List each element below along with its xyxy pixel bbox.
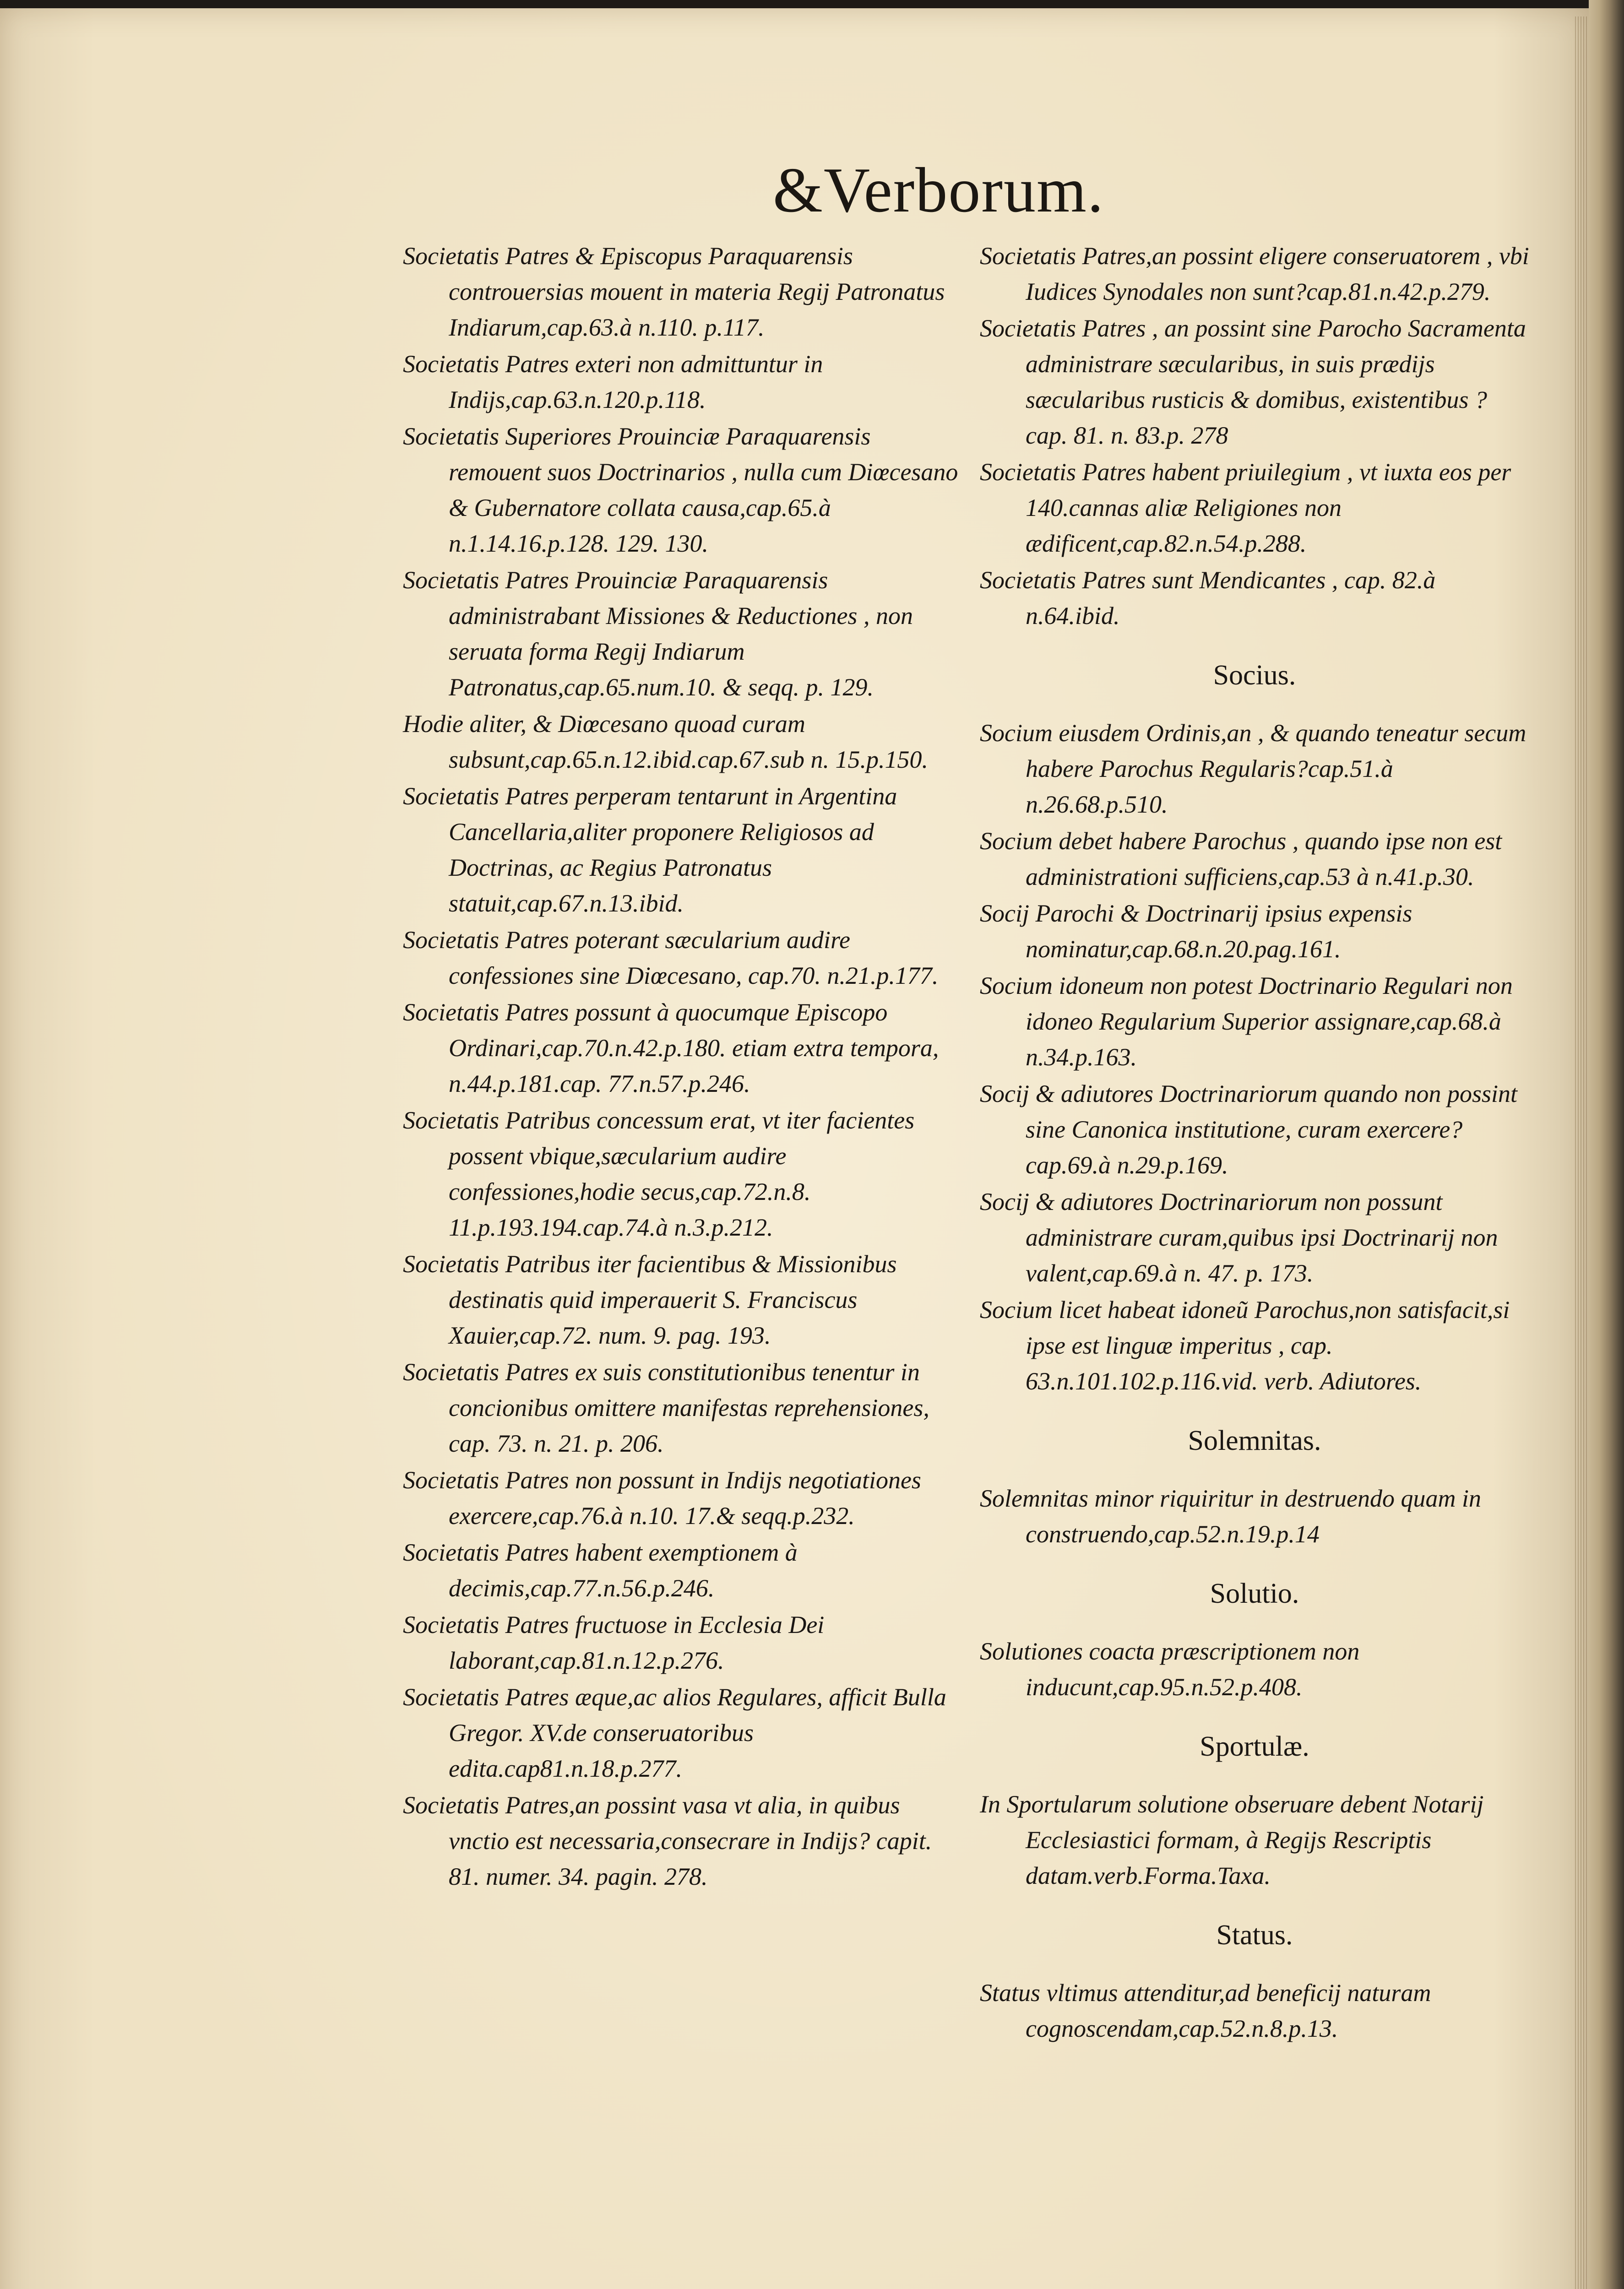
index-entry: Societatis Patres , an possint sine Parocho Sacramenta administrare sæcularibus, in suis prædijs sæcularibus rusticis & domibus, existentibus ? cap. 81. n. 83.p. 278	[980, 315, 1526, 449]
index-entry: Societatis Superiores Prouinciæ Paraquarensis remouent suos Doctrinarios , nulla cum Diœcesano & Gubernatore collata causa,cap.65.à n.1.14.16.p.128. 129. 130.	[403, 423, 958, 557]
section-heading-solutio: Solutio.	[1210, 1578, 1299, 1609]
section-heading-solemnitas: Solemnitas.	[1188, 1425, 1321, 1456]
index-entry: Societatis Patres ex suis constitutionibus tenentur in concionibus omittere manifestas reprehensiones, cap. 73. n. 21. p. 206.	[403, 1358, 929, 1457]
index-entry: Societatis Patres fructuose in Ecclesia Dei laborant,cap.81.n.12.p.276.	[403, 1611, 825, 1674]
index-entry: Societatis Patres æque,ac alios Regulares, afficit Bulla Gregor. XV.de conseruatoribus edita.cap81.n.18.p.277.	[403, 1683, 946, 1782]
index-entry: Societatis Patres habent priuilegium , vt iuxta eos per 140.cannas aliæ Religiones non ædificent,cap.82.n.54.p.288.	[980, 458, 1511, 557]
index-entry: Solemnitas minor riquiritur in destruendo quam in construendo,cap.52.n.19.p.14	[980, 1485, 1482, 1548]
left-column	[403, 238, 961, 1895]
index-entry: Societatis Patres habent exemptionem à decimis,cap.77.n.56.p.246.	[403, 1539, 798, 1602]
index-entry: Societatis Patribus iter facientibus & Missionibus destinatis quid imperauerit S. Franciscus Xauier,cap.72. num. 9. pag. 193.	[403, 1250, 897, 1349]
index-entry: Socium licet habeat idoneũ Parochus,non satisfacit,si ipse est linguæ imperitus , cap. 63.n.101.102.p.116.vid. verb. Adiutores.	[980, 1296, 1510, 1395]
index-entry: Socium idoneum non potest Doctrinario Regulari non idoneo Regularium Superior assignare,cap.68.à n.34.p.163.	[980, 972, 1513, 1071]
index-entry: Socij & adiutores Doctrinariorum non possunt administrare curam,quibus ipsi Doctrinarij non valent,cap.69.à n. 47. p. 173.	[980, 1188, 1498, 1287]
section-heading-status: Status.	[1216, 1920, 1293, 1951]
index-entry: In Sportularum solutione obseruare debent Notarij Ecclesiastici formam, à Regijs Rescriptis datam.verb.Forma.Taxa.	[980, 1790, 1484, 1889]
index-entry: Societatis Patres exteri non admittuntur in Indijs,cap.63.n.120.p.118.	[403, 350, 823, 413]
section-heading-socius: Socius.	[1213, 660, 1296, 691]
index-entry: Socij Parochi & Doctrinarij ipsius expensis nominatur,cap.68.n.20.pag.161.	[980, 900, 1412, 963]
index-entry: Societatis Patres Prouinciæ Paraquarensis administrabant Missiones & Reductiones , non seruata forma Regij Indiarum Patronatus,cap.65.num.10. & seqq. p. 129.	[403, 566, 913, 701]
index-entry: Societatis Patres non possunt in Indijs negotiationes exercere,cap.76.à n.10. 17.& seqq.p.232.	[403, 1466, 921, 1530]
section-heading-sportulae: Sportulæ.	[1200, 1731, 1309, 1762]
index-entry: Societatis Patres poterant sæcularium audire confessiones sine Diœcesano, cap.70. n.21.p.177.	[403, 926, 939, 989]
index-entry: Status vltimus attenditur,ad beneficij naturam cognoscendam,cap.52.n.8.p.13.	[980, 1979, 1431, 2042]
index-entry: Societatis Patres & Episcopus Paraquarensis controuersias mouent in materia Regij Patronatus Indiarum,cap.63.à n.110. p.117.	[403, 242, 945, 341]
index-entry: Socium debet habere Parochus , quando ipse non est administrationi sufficiens,cap.53 à n.41.p.30.	[980, 827, 1502, 890]
index-entry: Societatis Patres perperam tentarunt in Argentina Cancellaria,aliter proponere Religiosos ad Doctrinas, ac Regius Patronatus statuit,cap.67.n.13.ibid.	[403, 782, 897, 917]
index-entry: Solutiones coacta præscriptionem non inducunt,cap.95.n.52.p.408.	[980, 1638, 1360, 1701]
index-entry: Hodie aliter, & Diœcesano quoad curam subsunt,cap.65.n.12.ibid.cap.67.sub n. 15.p.150.	[403, 710, 928, 773]
right-column	[980, 238, 1529, 2047]
index-entry: Societatis Patribus concessum erat, vt iter facientes possent vbique,sæcularium audire confessiones,hodie secus,cap.72.n.8. 11.p.193.194.cap.74.à n.3.p.212.	[403, 1107, 915, 1241]
index-entry: Societatis Patres,an possint vasa vt alia, in quibus vnctio est necessaria,consecrare in Indijs? capit. 81. numer. 34. pagin. 278.	[403, 1791, 932, 1890]
book-edge-shadow	[1589, 0, 1624, 2289]
index-entry: Societatis Patres possunt à quocumque Episcopo Ordinari,cap.70.n.42.p.180. etiam extra tempora, n.44.p.181.cap. 77.n.57.p.246.	[403, 998, 939, 1097]
index-entry: Socij & adiutores Doctrinariorum quando non possint sine Canonica institutione, curam exercere?cap.69.à n.29.p.169.	[980, 1080, 1518, 1179]
index-entry: Societatis Patres sunt Mendicantes , cap. 82.à n.64.ibid.	[980, 566, 1436, 629]
page-edges	[1575, 16, 1589, 2289]
page-heading: &Verborum.	[773, 155, 1104, 226]
index-entry: Societatis Patres,an possint eligere conseruatorem , vbi Iudices Synodales non sunt?cap.81.n.42.p.279.	[980, 242, 1529, 305]
index-entry: Socium eiusdem Ordinis,an , & quando teneatur secum habere Parochus Regularis?cap.51.à n.26.68.p.510.	[980, 719, 1526, 818]
